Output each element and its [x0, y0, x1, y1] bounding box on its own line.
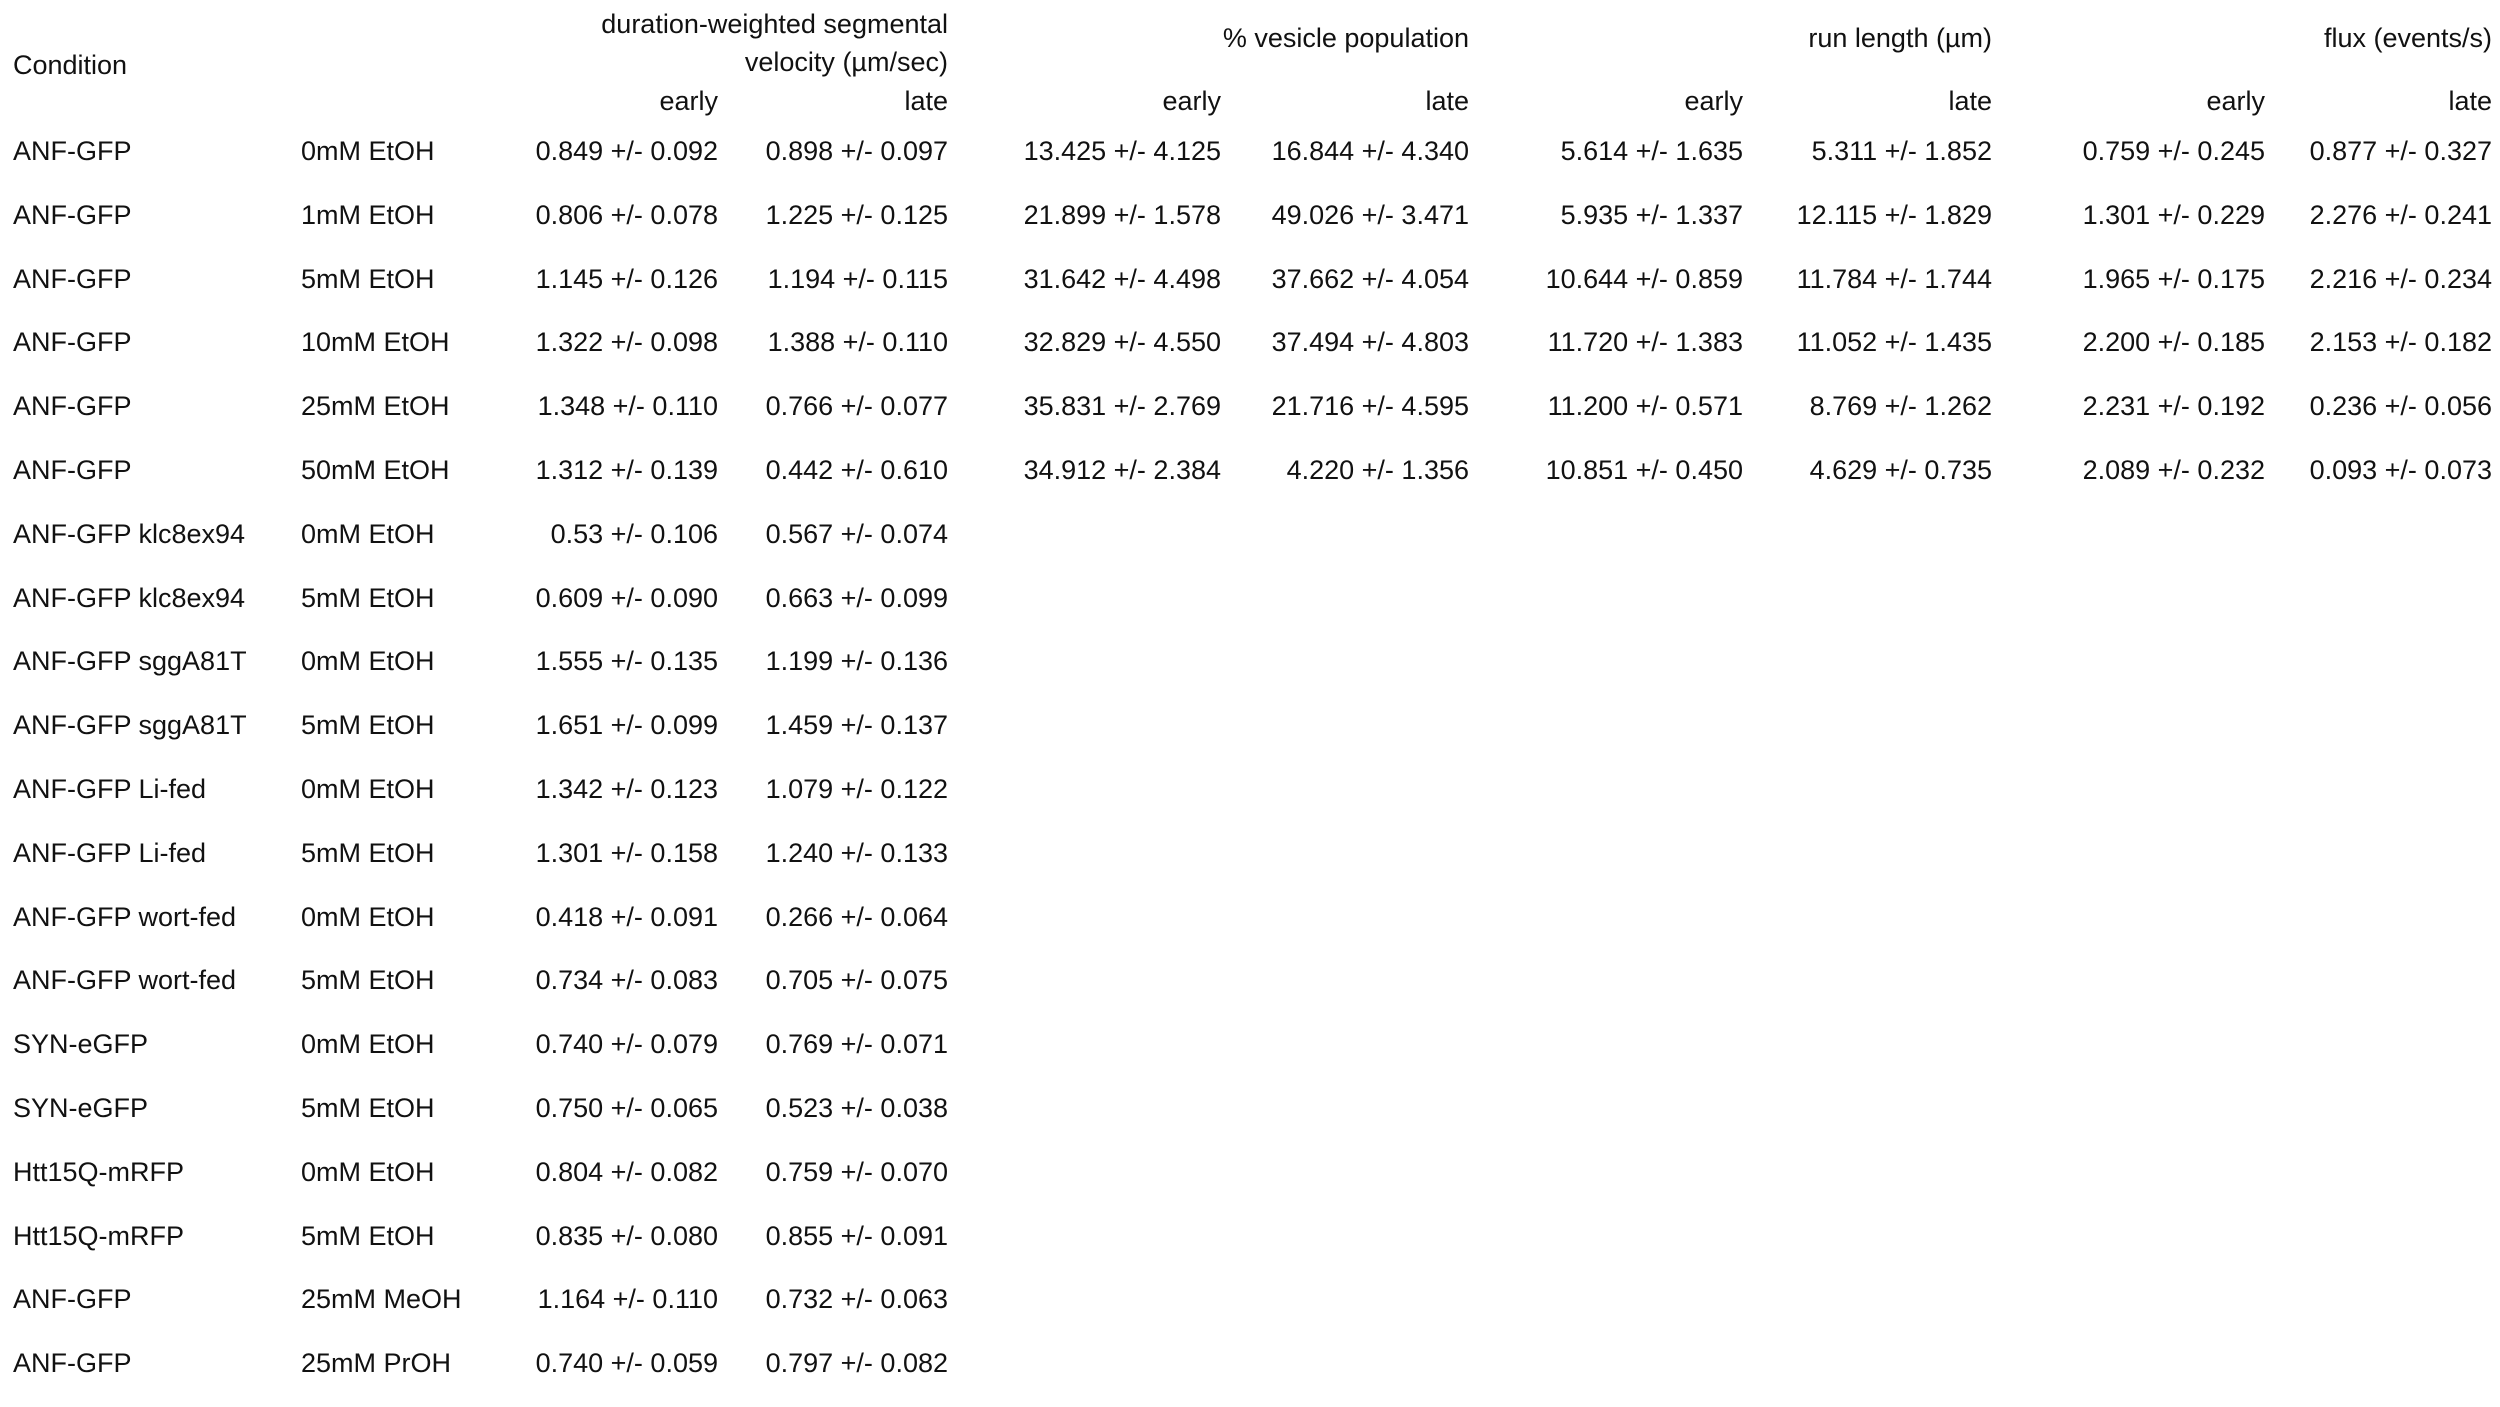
table-row [0, 960, 2500, 1024]
header-flux: flux (events/s) [2323, 23, 2492, 53]
cell-condition: SYN-eGFP [13, 1029, 149, 1060]
cell-velocity-early: 0.53 +/- 0.106 [550, 518, 718, 549]
cell-treatment: 0mM EtOH [301, 518, 435, 549]
cell-velocity-early: 1.342 +/- 0.123 [535, 773, 718, 804]
header-population-early: early [1162, 86, 1221, 116]
cell-population-early: 32.829 +/- 4.550 [1023, 327, 1221, 358]
cell-treatment: 0mM EtOH [301, 136, 435, 166]
cell-treatment: 25mM MeOH [301, 1284, 462, 1315]
header-flux-late: late [2448, 86, 2492, 116]
cell-treatment: 0mM EtOH [301, 901, 435, 932]
cell-population-late: 4.220 +/- 1.356 [1286, 454, 1469, 485]
cell-flux-late: 2.216 +/- 0.234 [2309, 263, 2492, 294]
cell-velocity-late: 1.079 +/- 0.122 [765, 773, 948, 804]
cell-velocity-early: 1.145 +/- 0.126 [535, 263, 718, 294]
cell-condition: ANF-GFP [13, 327, 132, 358]
cell-velocity-early: 0.609 +/- 0.090 [535, 582, 718, 613]
cell-condition: ANF-GFP [13, 136, 132, 166]
cell-velocity-late: 1.459 +/- 0.137 [765, 710, 948, 741]
cell-run-length-late: 11.052 +/- 1.435 [1796, 327, 1992, 358]
cell-velocity-late: 1.194 +/- 0.115 [767, 263, 948, 294]
cell-treatment: 0mM EtOH [301, 646, 435, 677]
cell-run-length-early: 11.720 +/- 1.383 [1547, 327, 1743, 358]
cell-condition: ANF-GFP klc8ex94 [13, 518, 246, 549]
cell-velocity-early: 0.806 +/- 0.078 [535, 199, 718, 230]
cell-run-length-late: 11.784 +/- 1.744 [1796, 263, 1992, 294]
cell-velocity-late: 1.199 +/- 0.136 [765, 646, 948, 677]
cell-condition: SYN-eGFP [13, 1092, 149, 1123]
cell-velocity-early: 1.555 +/- 0.135 [535, 646, 718, 677]
header-velocity-early: early [659, 86, 718, 116]
cell-flux-early: 2.089 +/- 0.232 [2082, 454, 2265, 485]
cell-condition: Htt15Q-mRFP [13, 1156, 185, 1187]
cell-flux-late: 0.236 +/- 0.056 [2309, 391, 2492, 422]
cell-run-length-late: 8.769 +/- 1.262 [1809, 391, 1992, 422]
cell-flux-early: 1.301 +/- 0.229 [2082, 199, 2265, 230]
table-body [0, 131, 2500, 1407]
cell-run-length-early: 5.935 +/- 1.337 [1560, 199, 1743, 230]
header-run-early: early [1684, 86, 1743, 116]
table-row [0, 514, 2500, 578]
cell-population-late: 16.844 +/- 4.340 [1271, 136, 1469, 166]
cell-flux-early: 1.965 +/- 0.175 [2082, 263, 2265, 294]
cell-velocity-early: 1.164 +/- 0.110 [537, 1284, 718, 1315]
cell-velocity-late: 1.225 +/- 0.125 [765, 199, 948, 230]
cell-velocity-late: 0.266 +/- 0.064 [765, 901, 948, 932]
cell-run-length-late: 12.115 +/- 1.829 [1796, 199, 1992, 230]
cell-velocity-late: 0.769 +/- 0.071 [765, 1029, 948, 1060]
cell-velocity-early: 1.301 +/- 0.158 [535, 837, 718, 868]
cell-condition: ANF-GFP Li-fed [13, 773, 207, 804]
cell-run-length-early: 11.200 +/- 0.571 [1547, 391, 1743, 422]
cell-velocity-early: 1.322 +/- 0.098 [535, 327, 718, 358]
cell-velocity-late: 1.240 +/- 0.133 [765, 837, 948, 868]
cell-treatment: 5mM EtOH [301, 710, 435, 741]
header-condition: Condition [13, 50, 128, 80]
cell-population-early: 21.899 +/- 1.578 [1023, 199, 1221, 230]
cell-condition: ANF-GFP klc8ex94 [13, 582, 246, 613]
cell-run-length-early: 5.614 +/- 1.635 [1560, 136, 1743, 166]
cell-run-length-early: 10.851 +/- 0.450 [1545, 454, 1743, 485]
cell-velocity-late: 0.523 +/- 0.038 [765, 1092, 948, 1123]
cell-velocity-late: 0.855 +/- 0.091 [765, 1220, 948, 1251]
cell-velocity-late: 0.705 +/- 0.075 [765, 965, 948, 996]
cell-velocity-early: 0.734 +/- 0.083 [535, 965, 718, 996]
cell-population-early: 35.831 +/- 2.769 [1023, 391, 1221, 422]
cell-velocity-early: 0.804 +/- 0.082 [535, 1156, 718, 1187]
cell-condition: ANF-GFP [13, 263, 132, 294]
cell-velocity-early: 0.849 +/- 0.092 [535, 136, 718, 166]
table-row [0, 259, 2500, 323]
cell-treatment: 10mM EtOH [301, 327, 450, 358]
header-run-length: run length (µm) [1808, 23, 1992, 53]
table-row [0, 450, 2500, 514]
cell-treatment: 0mM EtOH [301, 1156, 435, 1187]
cell-treatment: 5mM EtOH [301, 837, 435, 868]
cell-run-length-late: 4.629 +/- 0.735 [1809, 454, 1992, 485]
cell-condition: ANF-GFP wort-fed [13, 965, 237, 996]
cell-velocity-late: 0.567 +/- 0.074 [765, 518, 948, 549]
table-row [0, 1152, 2500, 1216]
header-vesicle-population: % vesicle population [1222, 23, 1469, 53]
cell-population-late: 37.494 +/- 4.803 [1271, 327, 1469, 358]
cell-population-early: 31.642 +/- 4.498 [1023, 263, 1221, 294]
table-row [0, 833, 2500, 897]
cell-condition: ANF-GFP sggA81T [13, 646, 247, 677]
cell-treatment: 5mM EtOH [301, 582, 435, 613]
cell-flux-early: 2.231 +/- 0.192 [2082, 391, 2265, 422]
table-row [0, 1088, 2500, 1152]
cell-condition: ANF-GFP wort-fed [13, 901, 237, 932]
table-row [0, 641, 2500, 705]
cell-condition: ANF-GFP [13, 199, 132, 230]
table-row [0, 195, 2500, 259]
cell-velocity-late: 0.663 +/- 0.099 [765, 582, 948, 613]
cell-population-early: 34.912 +/- 2.384 [1023, 454, 1221, 485]
cell-condition: ANF-GFP [13, 1284, 132, 1315]
cell-run-length-late: 5.311 +/- 1.852 [1811, 136, 1992, 166]
cell-condition: ANF-GFP [13, 1348, 132, 1379]
cell-condition: ANF-GFP [13, 454, 132, 485]
header-flux-early: early [2206, 86, 2265, 116]
cell-condition: Htt15Q-mRFP [13, 1220, 185, 1251]
cell-treatment: 1mM EtOH [301, 199, 435, 230]
cell-velocity-early: 0.418 +/- 0.091 [535, 901, 718, 932]
cell-flux-early: 0.759 +/- 0.245 [2082, 136, 2265, 166]
table-header [0, 0, 2500, 128]
cell-population-late: 21.716 +/- 4.595 [1271, 391, 1469, 422]
table-row [0, 1343, 2500, 1407]
table-row [0, 578, 2500, 642]
header-velocity-line1: duration-weighted segmental [601, 9, 948, 39]
table-row [0, 705, 2500, 769]
table-row [0, 322, 2500, 386]
cell-treatment: 50mM EtOH [301, 454, 450, 485]
cell-treatment: 5mM EtOH [301, 1220, 435, 1251]
cell-treatment: 25mM PrOH [301, 1348, 452, 1379]
cell-velocity-early: 0.750 +/- 0.065 [535, 1092, 718, 1123]
cell-flux-early: 2.200 +/- 0.185 [2082, 327, 2265, 358]
cell-flux-late: 2.276 +/- 0.241 [2309, 199, 2492, 230]
header-run-late: late [1948, 86, 1992, 116]
cell-velocity-early: 1.348 +/- 0.110 [537, 391, 718, 422]
cell-velocity-late: 1.388 +/- 0.110 [767, 327, 948, 358]
table-row [0, 1216, 2500, 1280]
cell-population-late: 49.026 +/- 3.471 [1271, 199, 1469, 230]
cell-treatment: 0mM EtOH [301, 1029, 435, 1060]
header-velocity-late: late [904, 86, 948, 116]
cell-velocity-early: 0.835 +/- 0.080 [535, 1220, 718, 1251]
table-row [0, 1279, 2500, 1343]
header-population-late: late [1425, 86, 1469, 116]
cell-flux-late: 0.093 +/- 0.073 [2309, 454, 2492, 485]
cell-velocity-late: 0.759 +/- 0.070 [765, 1156, 948, 1187]
cell-treatment: 5mM EtOH [301, 1092, 435, 1123]
cell-treatment: 5mM EtOH [301, 263, 435, 294]
cell-treatment: 5mM EtOH [301, 965, 435, 996]
cell-run-length-early: 10.644 +/- 0.859 [1545, 263, 1743, 294]
cell-velocity-early: 1.651 +/- 0.099 [535, 710, 718, 741]
cell-population-late: 37.662 +/- 4.054 [1271, 263, 1469, 294]
cell-treatment: 0mM EtOH [301, 773, 435, 804]
header-velocity [548, 5, 948, 81]
cell-condition: ANF-GFP sggA81T [13, 710, 247, 741]
table-row [0, 769, 2500, 833]
table-row [0, 131, 2500, 195]
table-row [0, 386, 2500, 450]
table-row [0, 1024, 2500, 1088]
cell-velocity-early: 1.312 +/- 0.139 [535, 454, 718, 485]
cell-condition: ANF-GFP [13, 391, 132, 422]
cell-velocity-late: 0.797 +/- 0.082 [765, 1348, 948, 1379]
header-velocity-line2: velocity (µm/sec) [744, 47, 948, 77]
cell-velocity-late: 0.898 +/- 0.097 [765, 136, 948, 166]
cell-population-early: 13.425 +/- 4.125 [1023, 136, 1221, 166]
cell-velocity-late: 0.732 +/- 0.063 [765, 1284, 948, 1315]
cell-flux-late: 2.153 +/- 0.182 [2309, 327, 2492, 358]
cell-velocity-late: 0.442 +/- 0.610 [765, 454, 948, 485]
cell-flux-late: 0.877 +/- 0.327 [2309, 136, 2492, 166]
cell-condition: ANF-GFP Li-fed [13, 837, 207, 868]
cell-velocity-late: 0.766 +/- 0.077 [765, 391, 948, 422]
cell-velocity-early: 0.740 +/- 0.059 [535, 1348, 718, 1379]
cell-velocity-early: 0.740 +/- 0.079 [535, 1029, 718, 1060]
cell-treatment: 25mM EtOH [301, 391, 450, 422]
table-row [0, 897, 2500, 961]
